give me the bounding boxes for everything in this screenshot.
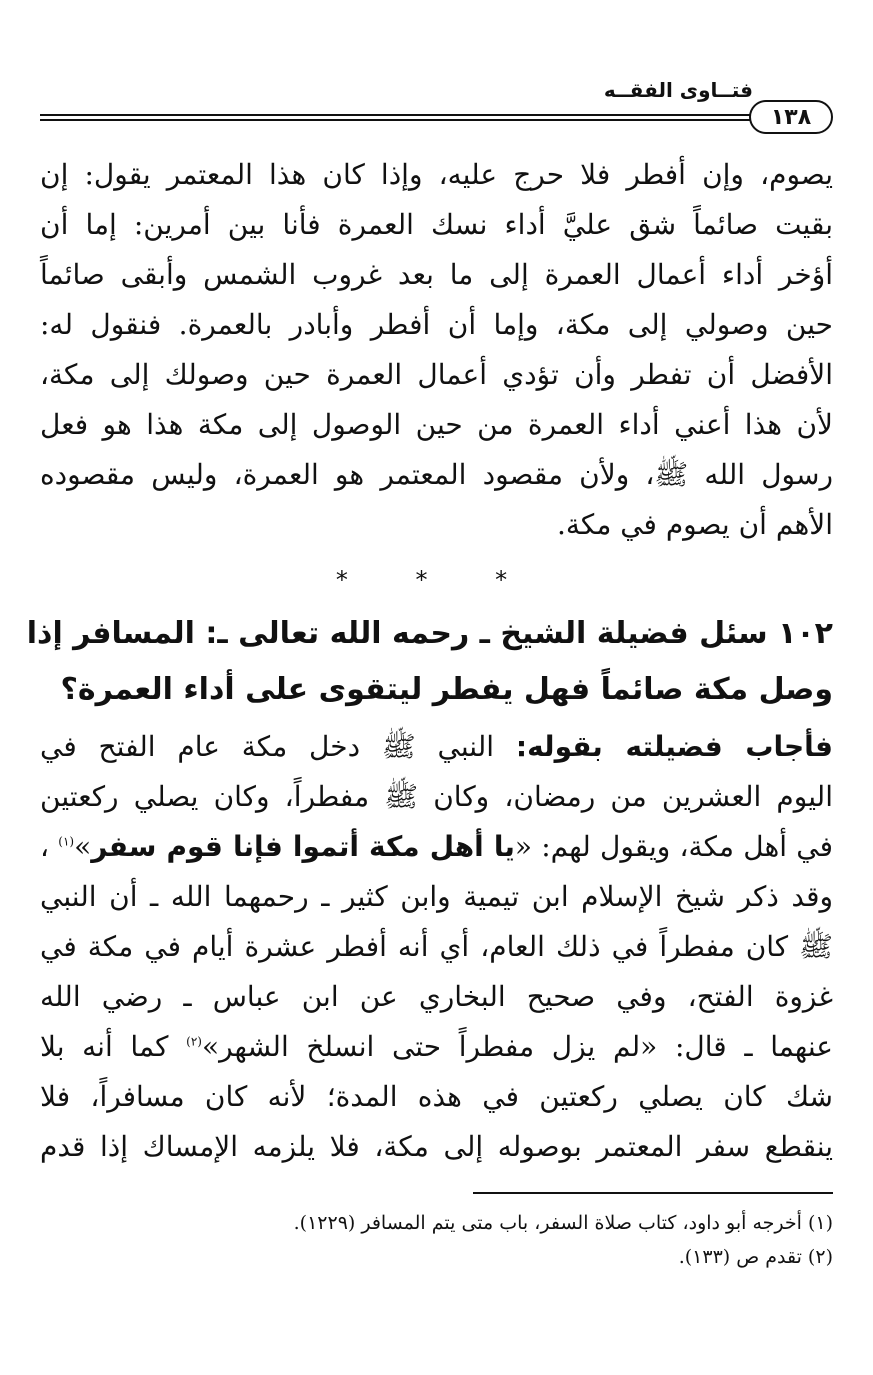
text-line: رسول الله ﷺ، ولأن مقصود المعتمر هو العمرة، وليس مقصوده [40, 458, 833, 491]
answer-line [40, 722, 833, 772]
answer-line-rest: النبي ﷺ دخل مكة عام الفتح في [40, 730, 516, 763]
answer-line-start: عنهما ـ قال: «لم يزل مفطراً حتى انسلخ الشهر» [201, 1030, 833, 1063]
text-line: بقيت صائماً شق عليَّ أداء نسك العمرة فأنا بين أمرين: إما أن [40, 208, 833, 241]
page-body [26, 150, 833, 1172]
answer-line-start: في أهل مكة، ويقول لهم: « [514, 830, 833, 863]
header-rule-line-top [40, 114, 751, 116]
header-rule [40, 100, 833, 136]
text-line: أؤخر أداء أعمال العمرة إلى ما بعد غروب الشمس وأبقى صائماً [40, 258, 833, 291]
hadith-quote: يا أهل مكة أتموا فإنا قوم سفر [91, 830, 515, 863]
answer-line: غزوة الفتح، وفي صحيح البخاري عن ابن عباس ـ رضي الله [40, 980, 833, 1013]
text-line: حين وصولي إلى مكة، وإما أن أفطر وأبادر بالعمرة. فنقول له: [40, 308, 833, 341]
question-heading [26, 606, 833, 718]
footnote-divider [473, 1192, 833, 1194]
answer-line [40, 822, 833, 872]
header-rule-line-bottom [40, 119, 751, 121]
text-line: الأهم أن يصوم في مكة. [556, 508, 833, 541]
answer-line [40, 1022, 833, 1072]
question-line: وصل مكة صائماً فهل يفطر ليتقوى على أداء العمرة؟ [60, 672, 833, 707]
text-line: يصوم، وإن أفطر فلا حرج عليه، وإذا كان هذا المعتمر يقول: إن [40, 158, 833, 191]
page-number: ١٣٨ [749, 100, 833, 134]
footnote-item: (٢) تقدم ص (١٣٣). [678, 1246, 833, 1268]
footnotes [40, 1206, 833, 1274]
section-separator: * * * [335, 566, 538, 594]
after-ref: كما أنه بلا [40, 1030, 187, 1063]
footnote-item: (١) أخرجه أبو داود، كتاب صلاة السفر، باب متى يتم المسافر (١٢٢٩). [293, 1212, 833, 1234]
answer-intro: فأجاب فضيلته بقوله: [515, 730, 833, 763]
answer-line: ﷺ كان مفطراً في ذلك العام، أي أنه أفطر عشرة أيام في مكة في [40, 930, 833, 963]
answer-line: شك كان يصلي ركعتين في هذه المدة؛ لأنه كان مسافراً، فلا [40, 1080, 833, 1113]
running-header-title: فتــاوى الفقــه [603, 78, 753, 102]
answer-line: ينقطع سفر المعتمر بوصوله إلى مكة، فلا يلزمه الإمساك إذا قدم [40, 1130, 833, 1163]
footnote-ref: (٢) [186, 1034, 202, 1049]
text-line: الأفضل أن تفطر وأن تؤدي أعمال العمرة حين وصولك إلى مكة، [40, 358, 833, 391]
quote-close: » [74, 830, 92, 863]
after-quote: ، [40, 830, 59, 863]
text-line: لأن هذا أعني أداء العمرة من حين الوصول إلى مكة هذا هو فعل [40, 408, 833, 441]
answer-paragraph [40, 722, 833, 1172]
footnote-ref: (١) [58, 834, 75, 849]
answer-line: اليوم العشرين من رمضان، وكان ﷺ مفطراً، وكان يصلي ركعتين [40, 780, 833, 813]
answer-line: وقد ذكر شيخ الإسلام ابن تيمية وابن كثير ـ رحمهما الله ـ أن النبي [40, 880, 833, 913]
question-line: ١٠٢ سئل فضيلة الشيخ ـ رحمه الله تعالى ـ: المسافر إذا [26, 616, 833, 651]
paragraph-continuation [40, 150, 833, 550]
